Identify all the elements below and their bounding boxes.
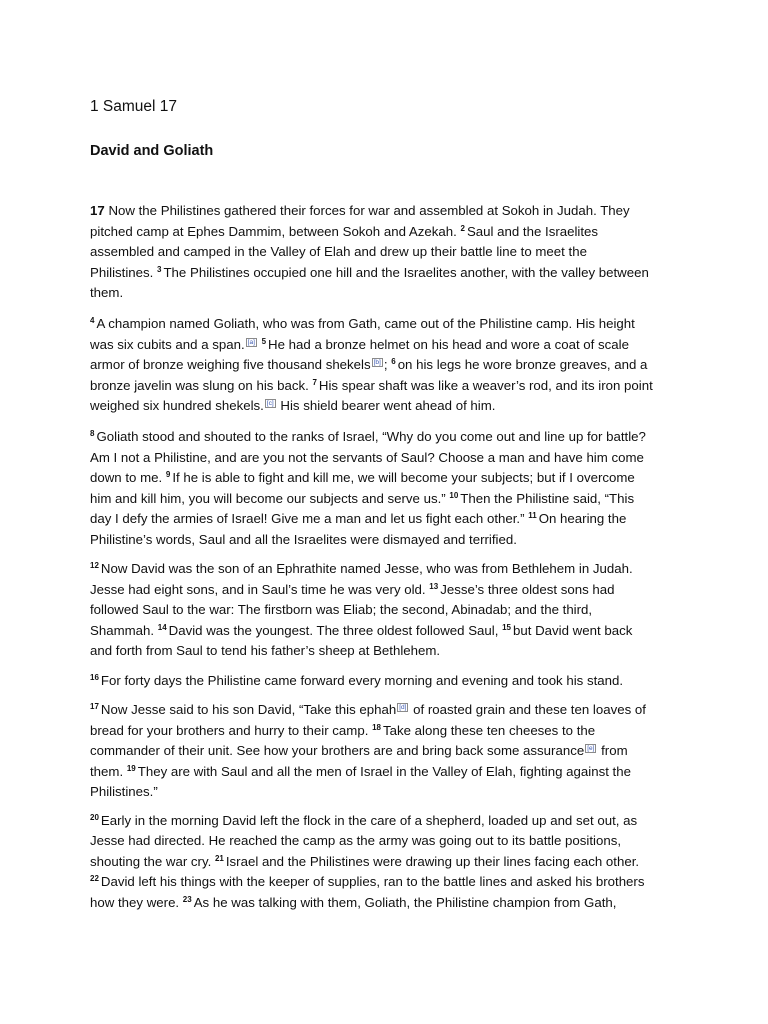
text-line <box>90 782 680 803</box>
paragraph-verses-8-11 <box>90 427 680 550</box>
text-run: them. <box>90 763 127 779</box>
text-run: Now David was the son of an Ephrathite named Jesse, who was from Bethlehem in Judah. <box>100 561 633 576</box>
verse-number: 12 <box>90 561 99 570</box>
verse-number: 6 <box>391 357 396 366</box>
verse-number: 7 <box>312 377 317 387</box>
text-run: Israel and the Philistines were drawing up their lines facing each other. <box>225 853 640 869</box>
paragraph-spacer <box>90 803 680 811</box>
text-run: was six cubits and a span. <box>90 336 245 352</box>
text-run: They are with Saul and all the men of Israel in the Valley of Elah, fighting against the <box>137 763 631 779</box>
text-line <box>90 831 680 852</box>
text-run: day I defy the armies of Israel! Give me a man and let us fight each other.” <box>90 511 529 526</box>
text-run: Now the Philistines gathered their forces for war and assembled at Sokoh in Judah. They <box>108 203 630 218</box>
text-line <box>90 741 680 762</box>
text-run: and forth from Saul to tend his father’s sheep at Bethlehem. <box>90 643 441 658</box>
text-line <box>90 811 680 832</box>
text-run: David left his things with the keeper of supplies, ran to the battle lines and asked his brothers <box>100 874 645 889</box>
text-run: commander of their unit. See how your brothers are and bring back some assurance <box>90 743 585 758</box>
verse-number: 15 <box>502 622 511 632</box>
text-run: For forty days the Philistine came forward every morning and evening and took his stand. <box>100 672 624 688</box>
verse-number: 2 <box>460 223 465 233</box>
text-run: armor of bronze weighing five thousand shekels <box>90 357 371 372</box>
text-run: him and kill him, you will become our subjects and serve us.” <box>90 490 450 506</box>
text-line <box>90 242 680 263</box>
text-run: Goliath stood and shouted to the ranks of Israel, “Why do you come out and line up for battle? <box>96 429 646 444</box>
text-line <box>90 201 680 222</box>
text-run: Early in the morning David left the flock in the care of a shepherd, loaded up and set out, as <box>100 812 638 828</box>
paragraph-verses-1-3 <box>90 201 680 304</box>
text-run: Take along these ten cheeses to the <box>382 722 596 738</box>
text-run: Jesse’s three oldest sons had <box>440 581 615 597</box>
text-line <box>90 427 680 448</box>
text-run: of roasted grain and these ten loaves of <box>409 702 646 717</box>
text-line <box>90 283 680 304</box>
paragraph-verses-17-19 <box>90 700 680 803</box>
text-run: A champion named Goliath, who was from Gath, came out of the Philistine camp. His height <box>96 316 635 331</box>
verse-number: 9 <box>165 470 171 479</box>
verse-number: 23 <box>182 894 192 904</box>
text-line <box>90 489 680 510</box>
text-run: As he was talking with them, Goliath, the Philistine champion from Gath, <box>193 894 617 910</box>
paragraph-spacer <box>90 662 680 671</box>
text-run: Jesse had eight sons, and in Saul’s time he was very old. <box>90 581 430 597</box>
verse-number: 11 <box>528 511 537 520</box>
text-run: them. <box>90 285 124 300</box>
paragraph-spacer <box>90 550 680 559</box>
verse-number: 13 <box>429 581 439 591</box>
paragraph-spacer <box>90 691 680 700</box>
footnote-link-b[interactable]: [b] <box>373 359 381 366</box>
verse-number: 20 <box>90 812 99 822</box>
text-run: from <box>597 743 628 758</box>
text-run: down to me. <box>90 470 166 485</box>
text-run: followed Saul to the war: The firstborn was Eliab; the second, Abinadab; and the third, <box>90 602 593 617</box>
text-run: assembled and camped in the Valley of Elah and drew up their battle line to meet the <box>90 244 587 259</box>
text-line <box>90 872 680 893</box>
footnote-link-a[interactable]: [a] <box>247 338 255 346</box>
text-run: Philistines. <box>90 264 158 280</box>
text-run: Saul and the Israelites <box>466 223 599 239</box>
section-title: David and Goliath <box>90 143 214 159</box>
text-line <box>90 314 680 335</box>
text-line <box>90 355 680 376</box>
verse-number: 21 <box>214 853 224 863</box>
text-run: ; <box>383 357 388 372</box>
text-line <box>90 396 680 417</box>
verse-number: 17 <box>90 702 99 711</box>
text-run: Now Jesse said to his son David, “Take this ephah <box>100 702 397 717</box>
text-line <box>90 852 680 873</box>
footnote-link-e[interactable]: [e] <box>587 745 595 752</box>
footnote-link-d[interactable]: [d] <box>399 704 407 711</box>
text-line <box>90 671 680 692</box>
scripture-body <box>90 201 680 913</box>
verse-number: 4 <box>90 316 95 325</box>
text-run: shouting the war cry. <box>90 853 215 869</box>
verse-number: 5 <box>261 336 267 346</box>
text-line <box>90 468 680 489</box>
text-run: but David went back <box>513 622 633 638</box>
text-line <box>90 893 680 914</box>
paragraph-spacer <box>90 417 680 428</box>
text-line <box>90 376 680 397</box>
verse-number: 14 <box>157 622 167 632</box>
text-run: bronze javelin was slung on his back. <box>90 377 313 393</box>
text-run: David was the youngest. The three oldest followed Saul, <box>168 622 503 638</box>
verse-number: 8 <box>90 429 95 438</box>
text-run: Am I not a Philistine, and are you not the servants of Saul? Choose a man and have him come <box>90 449 644 465</box>
paragraph-verses-12-15 <box>90 559 680 662</box>
text-line <box>90 762 680 783</box>
text-run: If he is able to fight and kill me, we will become your subjects; but if I overcome <box>172 470 635 485</box>
text-run: Jesse had directed. He reached the camp as the army was going out to its battle positions, <box>90 833 622 848</box>
text-line <box>90 559 680 580</box>
text-line <box>90 530 680 551</box>
footnote-link-c[interactable]: [c] <box>266 400 274 407</box>
text-run: weighed six hundred shekels. <box>90 398 264 413</box>
text-run: His spear shaft was like a weaver’s rod, and its iron point <box>318 377 653 393</box>
paragraph-verses-4-7 <box>90 314 680 417</box>
chapter-number: 17 <box>90 203 105 218</box>
text-line <box>90 600 680 621</box>
verse-number: 10 <box>449 490 459 500</box>
text-run: He had a bronze helmet on his head and wore a coat of scale <box>268 336 629 352</box>
text-line <box>90 621 680 642</box>
verse-number: 19 <box>126 763 136 773</box>
text-run: how they were. <box>90 894 183 910</box>
text-run: His shield bearer went ahead of him. <box>276 398 496 413</box>
paragraph-spacer <box>90 304 680 315</box>
text-run: Philistines.” <box>90 784 158 799</box>
text-run: bread for your brothers and hurry to their camp. <box>90 722 373 738</box>
text-line <box>90 222 680 243</box>
text-run: Then the Philistine said, “This <box>460 490 635 506</box>
text-line <box>90 335 680 356</box>
verse-number: 16 <box>90 672 99 682</box>
text-line <box>90 700 680 721</box>
text-run: on his legs he wore bronze greaves, and a <box>397 357 648 372</box>
verse-number: 18 <box>372 722 381 732</box>
text-line <box>90 641 680 662</box>
paragraph-verse-16 <box>90 671 680 692</box>
text-line <box>90 448 680 469</box>
book-title: 1 Samuel 17 <box>90 98 178 115</box>
text-line <box>90 509 680 530</box>
text-line <box>90 263 680 284</box>
text-run: The Philistines occupied one hill and the Israelites another, with the valley between <box>163 264 649 280</box>
paragraph-verses-20-23 <box>90 811 680 914</box>
text-run: Shammah. <box>90 622 158 638</box>
text-run: On hearing the <box>538 511 627 526</box>
text-run: Philistine’s words, Saul and all the Israelites were dismayed and terrified. <box>90 531 517 547</box>
verse-number: 22 <box>90 874 99 883</box>
text-line <box>90 580 680 601</box>
text-line <box>90 721 680 742</box>
text-run: pitched camp at Ephes Dammim, between Sokoh and Azekah. <box>90 223 461 239</box>
verse-number: 3 <box>157 264 162 274</box>
